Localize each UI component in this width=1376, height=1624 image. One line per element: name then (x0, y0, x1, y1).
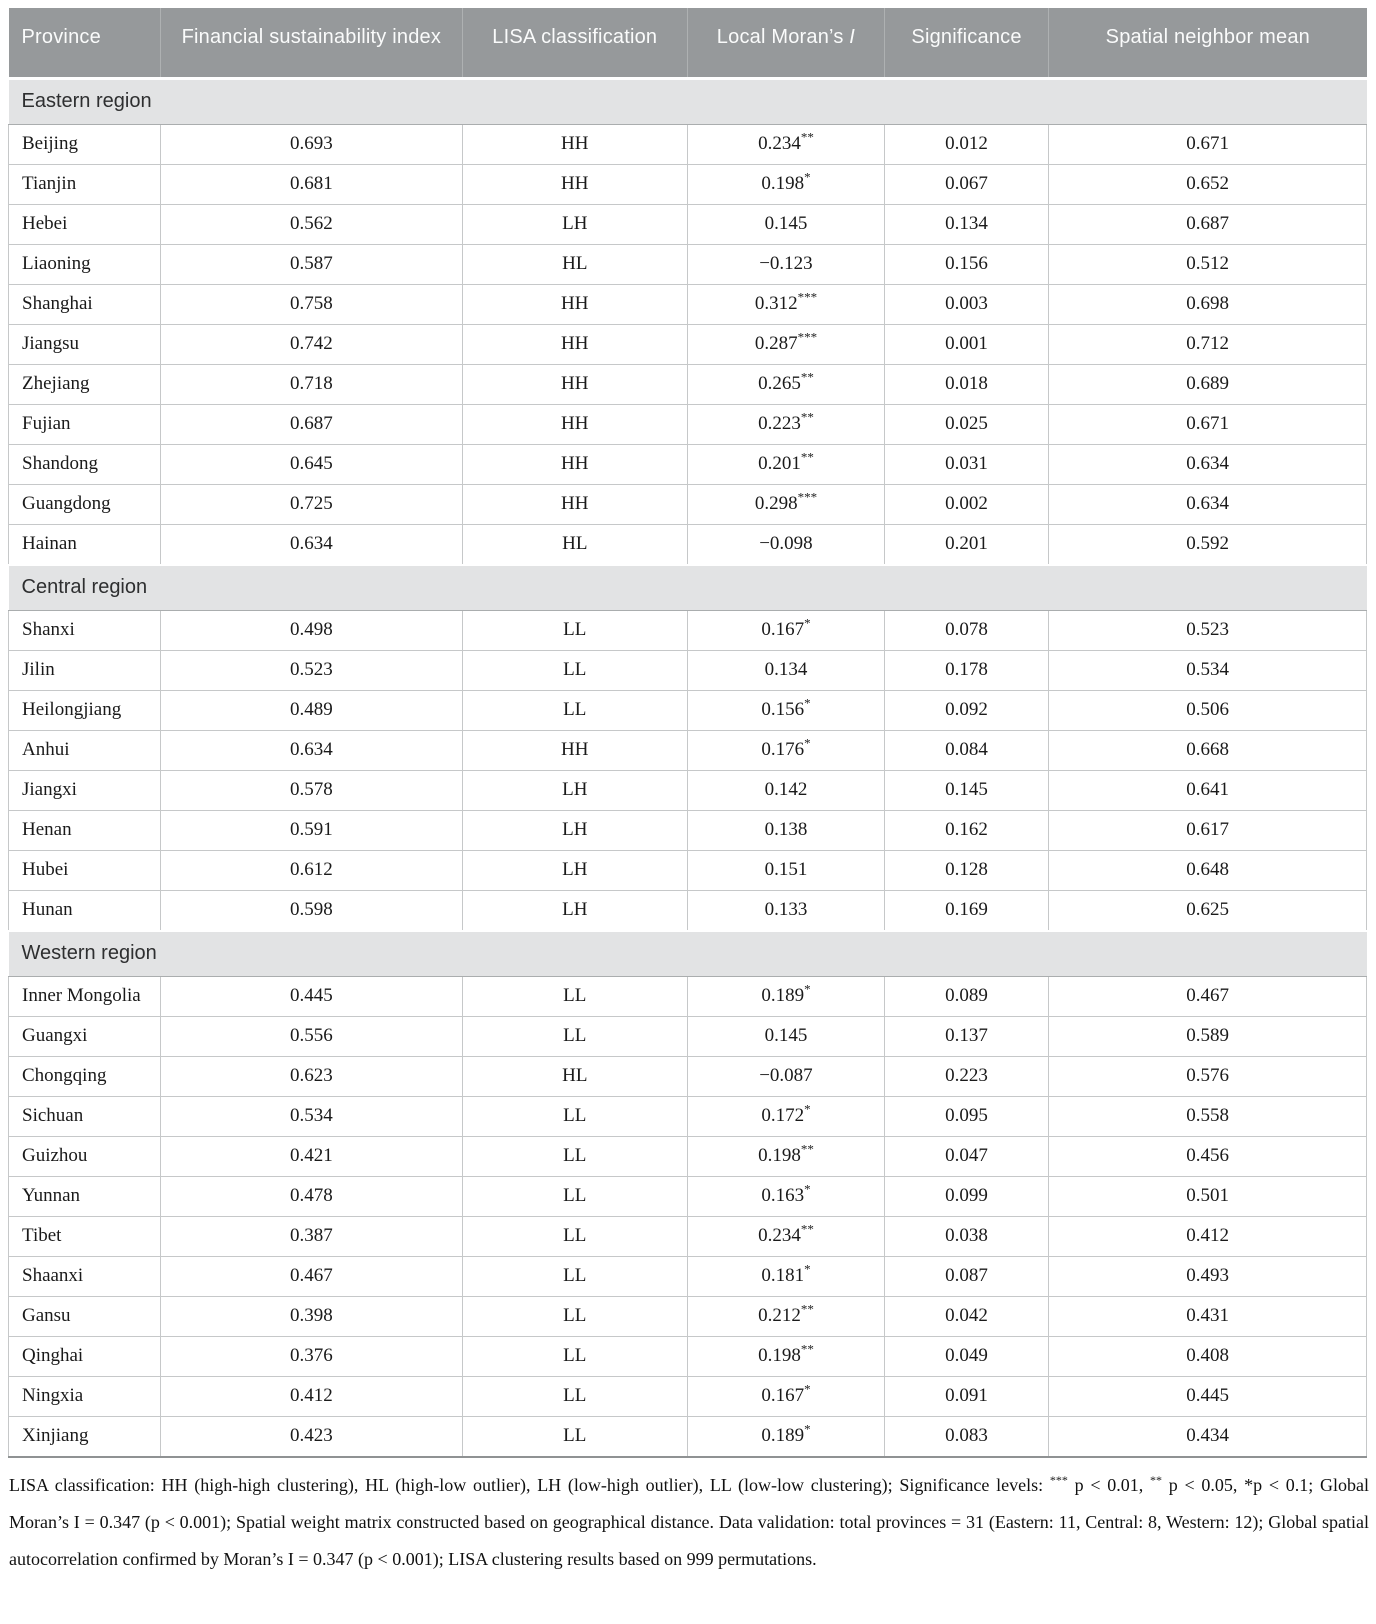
footnote-text: p < 0.05, *p < 0.1; Global Moran’s I = 0.347 (p < 0.001); Spatial weight matrix constructed based on geographical distance. Data validation: total provinces = 31 (Eastern: 11, Central: 8, Western: 12); Global spatial autocorrelation confirmed by Moran’s I = 0.347 (p < 0.001); LISA clustering results based on 999 permutations. (9, 1474, 1370, 1569)
cell-neighbor-mean: 0.668 (1049, 730, 1367, 770)
significance-stars: *** (797, 489, 818, 505)
cell-lisa: LH (462, 850, 687, 890)
cell-province: Hainan (9, 524, 161, 565)
table-row (9, 244, 1367, 284)
cell-morans: 0.133 (687, 890, 884, 931)
cell-province: Shaanxi (9, 1256, 161, 1296)
table-row (9, 364, 1367, 404)
cell-lisa: HL (462, 1056, 687, 1096)
table-row (9, 730, 1367, 770)
cell-province: Hebei (9, 204, 161, 244)
cell-morans: −0.098 (687, 524, 884, 565)
cell-morans: 0.189* (687, 976, 884, 1016)
table-row (9, 404, 1367, 444)
cell-fsi: 0.623 (161, 1056, 462, 1096)
table-row (9, 1216, 1367, 1256)
cell-fsi: 0.489 (161, 690, 462, 730)
cell-fsi: 0.376 (161, 1336, 462, 1376)
cell-morans: 0.145 (687, 1016, 884, 1056)
cell-province: Chongqing (9, 1056, 161, 1096)
significance-stars: * (804, 1381, 811, 1397)
cell-province: Shanxi (9, 610, 161, 650)
cell-neighbor-mean: 0.456 (1049, 1136, 1367, 1176)
cell-significance: 0.137 (884, 1016, 1048, 1056)
cell-neighbor-mean: 0.698 (1049, 284, 1367, 324)
cell-fsi: 0.725 (161, 484, 462, 524)
cell-significance: 0.128 (884, 850, 1048, 890)
cell-neighbor-mean: 0.501 (1049, 1176, 1367, 1216)
significance-stars: * (804, 735, 811, 751)
cell-morans: 0.167* (687, 1376, 884, 1416)
cell-province: Yunnan (9, 1176, 161, 1216)
cell-province: Jilin (9, 650, 161, 690)
cell-neighbor-mean: 0.625 (1049, 890, 1367, 931)
column-header-province: Province (9, 8, 161, 78)
cell-fsi: 0.423 (161, 1416, 462, 1457)
cell-lisa: HH (462, 484, 687, 524)
cell-province: Fujian (9, 404, 161, 444)
cell-significance: 0.003 (884, 284, 1048, 324)
region-header-label: Western region (9, 931, 1367, 977)
cell-province: Sichuan (9, 1096, 161, 1136)
cell-significance: 0.025 (884, 404, 1048, 444)
significance-stars: * (804, 981, 811, 997)
cell-lisa: LH (462, 204, 687, 244)
cell-fsi: 0.718 (161, 364, 462, 404)
header-row (9, 8, 1367, 78)
cell-fsi: 0.498 (161, 610, 462, 650)
cell-neighbor-mean: 0.652 (1049, 164, 1367, 204)
cell-significance: 0.083 (884, 1416, 1048, 1457)
cell-morans: 0.198** (687, 1336, 884, 1376)
cell-province: Guizhou (9, 1136, 161, 1176)
cell-significance: 0.031 (884, 444, 1048, 484)
cell-lisa: HH (462, 324, 687, 364)
column-header-significance: Significance (884, 8, 1048, 78)
cell-neighbor-mean: 0.641 (1049, 770, 1367, 810)
cell-morans: 0.134 (687, 650, 884, 690)
table-row (9, 284, 1367, 324)
significance-stars: * (804, 1421, 811, 1437)
cell-province: Beijing (9, 124, 161, 164)
cell-significance: 0.134 (884, 204, 1048, 244)
cell-morans: 0.142 (687, 770, 884, 810)
cell-province: Shanghai (9, 284, 161, 324)
significance-stars: *** (797, 289, 818, 305)
cell-morans: 0.265** (687, 364, 884, 404)
cell-morans: 0.312*** (687, 284, 884, 324)
cell-lisa: LL (462, 1416, 687, 1457)
cell-province: Jiangxi (9, 770, 161, 810)
cell-lisa: LL (462, 690, 687, 730)
table-row (9, 204, 1367, 244)
cell-significance: 0.089 (884, 976, 1048, 1016)
significance-stars: ** (800, 449, 814, 465)
significance-stars: ** (800, 1221, 814, 1237)
significance-stars: * (804, 1181, 811, 1197)
cell-significance: 0.012 (884, 124, 1048, 164)
cell-significance: 0.049 (884, 1336, 1048, 1376)
table-row (9, 524, 1367, 565)
cell-lisa: HH (462, 364, 687, 404)
table-row (9, 164, 1367, 204)
region-header-row (9, 78, 1367, 124)
table-row (9, 610, 1367, 650)
cell-significance: 0.091 (884, 1376, 1048, 1416)
cell-significance: 0.162 (884, 810, 1048, 850)
morans-i-symbol: I (849, 26, 856, 48)
cell-significance: 0.087 (884, 1256, 1048, 1296)
cell-fsi: 0.387 (161, 1216, 462, 1256)
cell-lisa: HL (462, 244, 687, 284)
cell-fsi: 0.412 (161, 1376, 462, 1416)
cell-fsi: 0.742 (161, 324, 462, 364)
cell-neighbor-mean: 0.592 (1049, 524, 1367, 565)
cell-morans: 0.156* (687, 690, 884, 730)
cell-lisa: HH (462, 404, 687, 444)
cell-morans: 0.287*** (687, 324, 884, 364)
table-row (9, 770, 1367, 810)
footnote-text: LISA classification: HH (high-high clustering), HL (high-low outlier), LH (low-high outlier), LL (low-low clustering); Significance levels: (9, 1474, 1050, 1495)
cell-fsi: 0.634 (161, 730, 462, 770)
cell-neighbor-mean: 0.589 (1049, 1016, 1367, 1056)
significance-stars: ** (800, 409, 814, 425)
table-body (9, 78, 1367, 1457)
cell-neighbor-mean: 0.523 (1049, 610, 1367, 650)
footnote-significance-stars: ** (1150, 1472, 1162, 1487)
cell-morans: 0.176* (687, 730, 884, 770)
cell-fsi: 0.562 (161, 204, 462, 244)
cell-province: Hubei (9, 850, 161, 890)
cell-province: Guangdong (9, 484, 161, 524)
cell-lisa: LL (462, 610, 687, 650)
cell-morans: 0.201** (687, 444, 884, 484)
table-row (9, 976, 1367, 1016)
cell-province: Hunan (9, 890, 161, 931)
cell-neighbor-mean: 0.534 (1049, 650, 1367, 690)
table-row (9, 890, 1367, 931)
cell-lisa: HH (462, 164, 687, 204)
cell-neighbor-mean: 0.445 (1049, 1376, 1367, 1416)
cell-neighbor-mean: 0.506 (1049, 690, 1367, 730)
cell-significance: 0.001 (884, 324, 1048, 364)
significance-stars: * (804, 169, 811, 185)
cell-neighbor-mean: 0.558 (1049, 1096, 1367, 1136)
cell-morans: 0.151 (687, 850, 884, 890)
cell-fsi: 0.645 (161, 444, 462, 484)
cell-fsi: 0.445 (161, 976, 462, 1016)
cell-province: Shandong (9, 444, 161, 484)
cell-fsi: 0.634 (161, 524, 462, 565)
table-row (9, 1376, 1367, 1416)
cell-morans: 0.138 (687, 810, 884, 850)
cell-province: Xinjiang (9, 1416, 161, 1457)
footnote-text: p < 0.01, (1067, 1474, 1150, 1495)
cell-morans: 0.189* (687, 1416, 884, 1457)
cell-significance: 0.145 (884, 770, 1048, 810)
table-row (9, 484, 1367, 524)
cell-fsi: 0.681 (161, 164, 462, 204)
cell-fsi: 0.421 (161, 1136, 462, 1176)
cell-lisa: LL (462, 1376, 687, 1416)
cell-neighbor-mean: 0.512 (1049, 244, 1367, 284)
region-header-label: Eastern region (9, 78, 1367, 124)
cell-lisa: LH (462, 810, 687, 850)
cell-fsi: 0.687 (161, 404, 462, 444)
table-header (9, 8, 1367, 78)
cell-province: Jiangsu (9, 324, 161, 364)
table-footnote (9, 1467, 1369, 1578)
table-row (9, 1016, 1367, 1056)
significance-stars: ** (800, 369, 814, 385)
significance-stars: * (804, 1101, 811, 1117)
cell-fsi: 0.591 (161, 810, 462, 850)
table-row (9, 324, 1367, 364)
cell-morans: 0.234** (687, 124, 884, 164)
cell-fsi: 0.398 (161, 1296, 462, 1336)
cell-neighbor-mean: 0.431 (1049, 1296, 1367, 1336)
cell-morans: 0.181* (687, 1256, 884, 1296)
cell-lisa: LH (462, 890, 687, 931)
cell-province: Zhejiang (9, 364, 161, 404)
cell-significance: 0.047 (884, 1136, 1048, 1176)
cell-neighbor-mean: 0.467 (1049, 976, 1367, 1016)
cell-significance: 0.178 (884, 650, 1048, 690)
cell-neighbor-mean: 0.687 (1049, 204, 1367, 244)
cell-province: Inner Mongolia (9, 976, 161, 1016)
cell-significance: 0.038 (884, 1216, 1048, 1256)
cell-morans: 0.163* (687, 1176, 884, 1216)
cell-morans: 0.145 (687, 204, 884, 244)
cell-lisa: LL (462, 1136, 687, 1176)
cell-significance: 0.078 (884, 610, 1048, 650)
table-row (9, 810, 1367, 850)
cell-lisa: LL (462, 1336, 687, 1376)
cell-lisa: LL (462, 1296, 687, 1336)
cell-fsi: 0.578 (161, 770, 462, 810)
cell-neighbor-mean: 0.671 (1049, 124, 1367, 164)
cell-morans: −0.087 (687, 1056, 884, 1096)
column-header-lisa-classification: LISA classification (462, 8, 687, 78)
cell-lisa: LL (462, 1096, 687, 1136)
cell-lisa: LH (462, 770, 687, 810)
cell-significance: 0.099 (884, 1176, 1048, 1216)
cell-neighbor-mean: 0.671 (1049, 404, 1367, 444)
cell-fsi: 0.523 (161, 650, 462, 690)
cell-morans: 0.212** (687, 1296, 884, 1336)
cell-significance: 0.095 (884, 1096, 1048, 1136)
cell-neighbor-mean: 0.617 (1049, 810, 1367, 850)
region-header-row (9, 565, 1367, 611)
cell-morans: 0.298*** (687, 484, 884, 524)
table-row (9, 1136, 1367, 1176)
significance-stars: * (804, 695, 811, 711)
table-row (9, 124, 1367, 164)
cell-fsi: 0.478 (161, 1176, 462, 1216)
table-row (9, 1056, 1367, 1096)
cell-fsi: 0.556 (161, 1016, 462, 1056)
cell-significance: 0.042 (884, 1296, 1048, 1336)
table-row (9, 1336, 1367, 1376)
cell-neighbor-mean: 0.689 (1049, 364, 1367, 404)
column-header-local-morans-i (687, 8, 884, 78)
significance-stars: * (804, 1261, 811, 1277)
cell-neighbor-mean: 0.408 (1049, 1336, 1367, 1376)
cell-province: Anhui (9, 730, 161, 770)
lisa-spatial-table (8, 8, 1367, 1458)
column-header-spatial-neighbor-mean: Spatial neighbor mean (1049, 8, 1367, 78)
cell-neighbor-mean: 0.412 (1049, 1216, 1367, 1256)
cell-neighbor-mean: 0.576 (1049, 1056, 1367, 1096)
cell-lisa: HH (462, 284, 687, 324)
cell-fsi: 0.587 (161, 244, 462, 284)
cell-province: Ningxia (9, 1376, 161, 1416)
cell-province: Tibet (9, 1216, 161, 1256)
cell-morans: 0.223** (687, 404, 884, 444)
cell-lisa: LL (462, 1016, 687, 1056)
table-row (9, 1256, 1367, 1296)
cell-lisa: LL (462, 1216, 687, 1256)
cell-significance: 0.002 (884, 484, 1048, 524)
cell-significance: 0.169 (884, 890, 1048, 931)
cell-fsi: 0.612 (161, 850, 462, 890)
cell-neighbor-mean: 0.634 (1049, 444, 1367, 484)
cell-morans: 0.198** (687, 1136, 884, 1176)
cell-fsi: 0.758 (161, 284, 462, 324)
cell-significance: 0.156 (884, 244, 1048, 284)
table-row (9, 1296, 1367, 1336)
cell-province: Heilongjiang (9, 690, 161, 730)
table-row (9, 650, 1367, 690)
cell-significance: 0.018 (884, 364, 1048, 404)
cell-lisa: HH (462, 730, 687, 770)
table-row (9, 444, 1367, 484)
significance-stars: ** (800, 129, 814, 145)
cell-significance: 0.067 (884, 164, 1048, 204)
cell-province: Henan (9, 810, 161, 850)
cell-fsi: 0.534 (161, 1096, 462, 1136)
cell-province: Qinghai (9, 1336, 161, 1376)
region-header-label: Central region (9, 565, 1367, 611)
footnote-significance-stars: *** (1049, 1472, 1068, 1487)
significance-stars: ** (800, 1341, 814, 1357)
column-header-financial-sustainability-index: Financial sustainability index (161, 8, 462, 78)
cell-significance: 0.223 (884, 1056, 1048, 1096)
region-header-row (9, 931, 1367, 977)
table-row (9, 1176, 1367, 1216)
cell-morans: 0.234** (687, 1216, 884, 1256)
cell-lisa: LL (462, 1256, 687, 1296)
cell-lisa: LL (462, 650, 687, 690)
cell-significance: 0.201 (884, 524, 1048, 565)
cell-neighbor-mean: 0.634 (1049, 484, 1367, 524)
cell-fsi: 0.598 (161, 890, 462, 931)
table-row (9, 1096, 1367, 1136)
cell-morans: 0.198* (687, 164, 884, 204)
cell-morans: 0.167* (687, 610, 884, 650)
table-row (9, 850, 1367, 890)
cell-neighbor-mean: 0.648 (1049, 850, 1367, 890)
table-row (9, 690, 1367, 730)
cell-lisa: HL (462, 524, 687, 565)
significance-stars: *** (797, 329, 818, 345)
cell-province: Tianjin (9, 164, 161, 204)
cell-neighbor-mean: 0.712 (1049, 324, 1367, 364)
significance-stars: * (804, 615, 811, 631)
significance-stars: ** (800, 1141, 814, 1157)
cell-lisa: HH (462, 444, 687, 484)
cell-morans: 0.172* (687, 1096, 884, 1136)
cell-neighbor-mean: 0.434 (1049, 1416, 1367, 1457)
significance-stars: ** (800, 1301, 814, 1317)
cell-significance: 0.084 (884, 730, 1048, 770)
cell-lisa: HH (462, 124, 687, 164)
table-row (9, 1416, 1367, 1457)
column-header-local-morans-text: Local Moran’s (716, 26, 850, 48)
cell-lisa: LL (462, 976, 687, 1016)
cell-province: Guangxi (9, 1016, 161, 1056)
cell-lisa: LL (462, 1176, 687, 1216)
cell-province: Liaoning (9, 244, 161, 284)
cell-significance: 0.092 (884, 690, 1048, 730)
cell-neighbor-mean: 0.493 (1049, 1256, 1367, 1296)
cell-fsi: 0.693 (161, 124, 462, 164)
cell-fsi: 0.467 (161, 1256, 462, 1296)
cell-province: Gansu (9, 1296, 161, 1336)
cell-morans: −0.123 (687, 244, 884, 284)
